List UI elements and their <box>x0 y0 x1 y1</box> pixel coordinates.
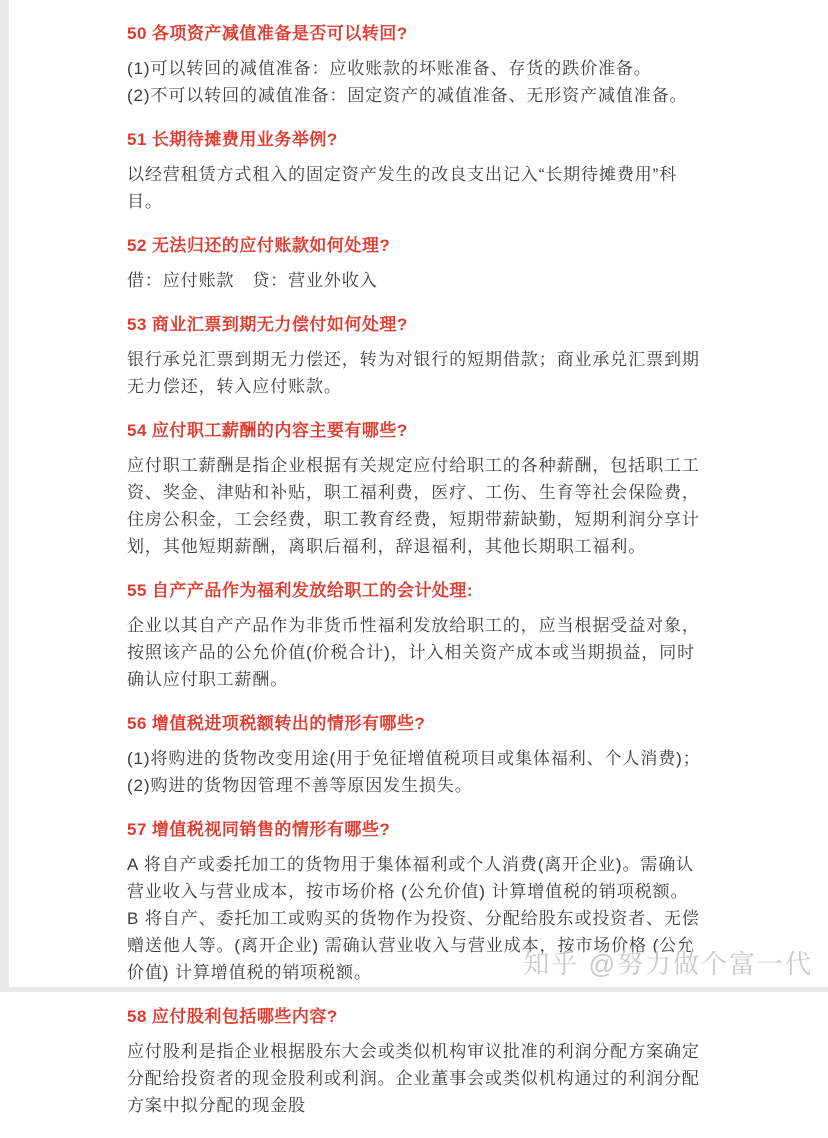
question-heading <box>127 818 707 842</box>
answer-body <box>127 452 707 560</box>
question-title: 自产产品作为福利发放给职工的会计处理: <box>151 581 474 600</box>
qa-section <box>127 22 707 109</box>
question-number: 56 <box>127 714 147 733</box>
qa-section <box>127 579 707 693</box>
answer-paragraph: B 将自产、委托加工或购买的货物作为投资、分配给股东或投资者、无偿赠送他人等。(离开企业) 需确认营业收入与营业成本，按市场价格 (公允价值) 计算增值税的销项税额。 <box>127 909 700 982</box>
question-number: 57 <box>127 820 147 839</box>
answer-body <box>127 745 707 799</box>
question-title: 长期待摊费用业务举例? <box>151 130 338 149</box>
question-number: 55 <box>127 581 147 600</box>
question-number: 52 <box>127 236 147 255</box>
qa-section <box>127 234 707 294</box>
answer-body <box>127 1038 707 1119</box>
answer-paragraph: 应付股利是指企业根据股东大会或类似机构审议批准的利润分配方案确定分配给投资者的现金股利或利润。企业董事会或类似机构通过的利润分配方案中拟分配的现金股 <box>127 1042 700 1115</box>
qa-section <box>127 1005 707 1119</box>
qa-section <box>127 419 707 560</box>
answer-paragraph: 企业以其自产产品作为非货币性福利发放给职工的，应当根据受益对象，按照该产品的公允价值(价税合计)，计入相关资产成本或当期损益，同时确认应付职工薪酬。 <box>127 616 700 689</box>
question-heading <box>127 22 707 46</box>
question-title: 应付股利包括哪些内容? <box>151 1007 338 1026</box>
question-heading <box>127 712 707 736</box>
answer-body <box>127 161 707 215</box>
answer-body <box>127 267 707 294</box>
question-number: 51 <box>127 130 147 149</box>
left-edge-strip <box>0 0 9 992</box>
answer-paragraph: (1)可以转回的减值准备：应收账款的坏账准备、存货的跌价准备。 <box>127 59 652 78</box>
zhihu-watermark: 知乎 @努力做个富一代 <box>523 949 813 979</box>
question-number: 50 <box>127 24 147 43</box>
answer-paragraph: 借：应付账款 贷：营业外收入 <box>127 271 378 290</box>
question-title: 增值税进项税额转出的情形有哪些? <box>151 714 426 733</box>
answer-paragraph: 以经营租赁方式租入的固定资产发生的改良支出记入“长期待摊费用”科目。 <box>127 165 678 211</box>
question-heading <box>127 234 707 258</box>
qa-section <box>127 313 707 400</box>
question-title: 无法归还的应付账款如何处理? <box>151 236 391 255</box>
question-heading <box>127 579 707 603</box>
qa-section <box>127 712 707 799</box>
question-heading <box>127 1005 707 1029</box>
question-title: 商业汇票到期无力偿付如何处理? <box>151 315 408 334</box>
answer-body <box>127 612 707 693</box>
question-number: 53 <box>127 315 147 334</box>
question-number: 54 <box>127 421 147 440</box>
bottom-edge-strip <box>0 987 828 992</box>
answer-paragraph: A 将自产或委托加工的货物用于集体福利或个人消费(离开企业)。需确认营业收入与营业成本，按市场价格 (公允价值) 计算增值税的销项税额。 <box>127 855 695 901</box>
question-title: 增值税视同销售的情形有哪些? <box>151 820 391 839</box>
answer-paragraph: 银行承兑汇票到期无力偿还，转为对银行的短期借款；商业承兑汇票到期无力偿还，转入应付账款。 <box>127 350 700 396</box>
question-title: 应付职工薪酬的内容主要有哪些? <box>151 421 408 440</box>
question-number: 58 <box>127 1007 147 1026</box>
question-heading <box>127 313 707 337</box>
answer-paragraph: (2)购进的货物因管理不善等原因发生损失。 <box>127 776 473 795</box>
answer-body <box>127 55 707 109</box>
question-title: 各项资产减值准备是否可以转回? <box>151 24 408 43</box>
answer-paragraph: (2)不可以转回的减值准备：固定资产的减值准备、无形资产减值准备。 <box>127 86 688 105</box>
qa-section <box>127 128 707 215</box>
question-heading <box>127 419 707 443</box>
answer-body <box>127 346 707 400</box>
question-heading <box>127 128 707 152</box>
answer-paragraph: (1)将购进的货物改变用途(用于免征增值税项目或集体福利、个人消费)； <box>127 749 701 768</box>
answer-paragraph: 应付职工薪酬是指企业根据有关规定应付给职工的各种薪酬，包括职工工资、奖金、津贴和补贴，职工福利费，医疗、工伤、生育等社会保险费，住房公积金，工会经费，职工教育经费，短期带薪缺勤，短期利润分享计划，其他短期薪酬，离职后福利，辞退福利，其他长期职工福利。 <box>127 456 700 556</box>
